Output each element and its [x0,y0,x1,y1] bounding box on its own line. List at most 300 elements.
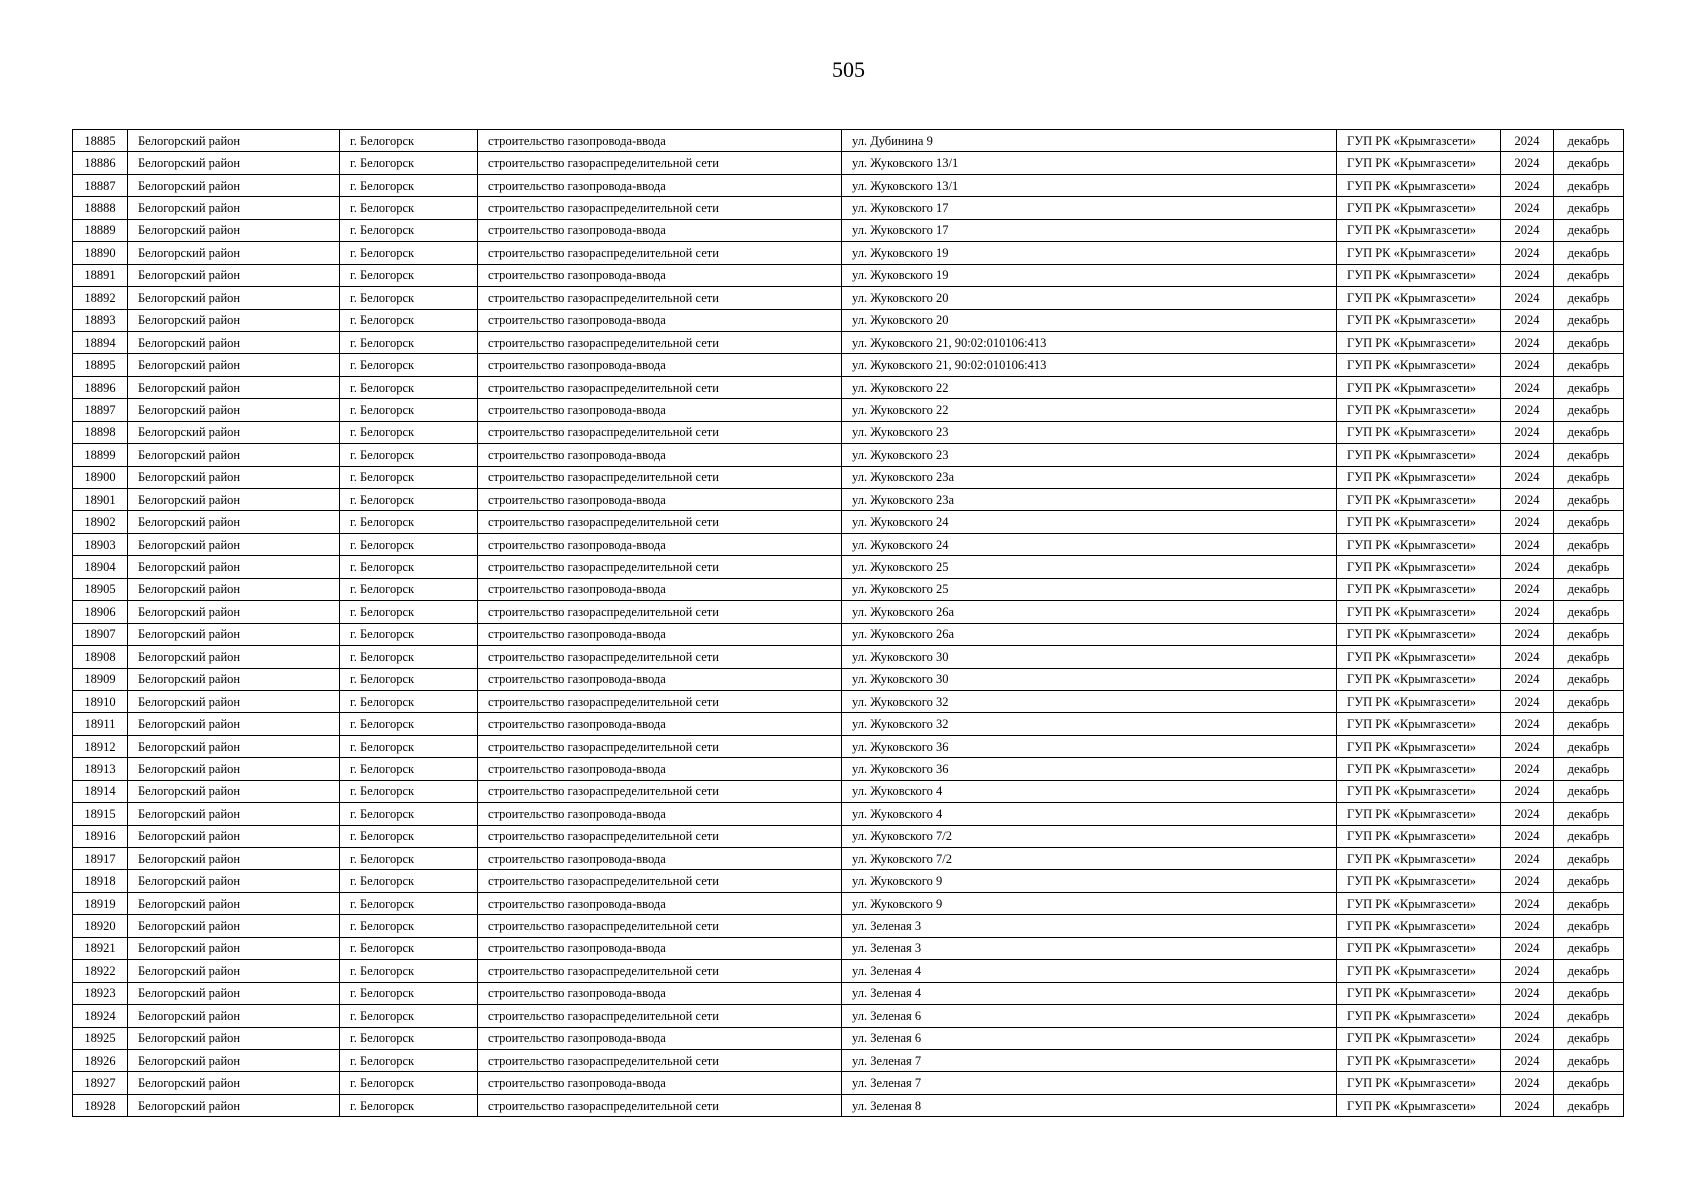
table-row [73,130,1624,152]
row-number-cell: 18917 [73,848,128,870]
row-number-cell: 18886 [73,152,128,174]
district-cell: Белогорский район [128,668,340,690]
city-cell: г. Белогорск [340,331,478,353]
year-cell: 2024 [1501,376,1554,398]
district-cell: Белогорский район [128,533,340,555]
table-row [73,623,1624,645]
year-cell: 2024 [1501,152,1554,174]
table-row [73,489,1624,511]
month-cell: декабрь [1554,309,1624,331]
work-type-cell: строительство газопровода-ввода [478,489,842,511]
city-cell: г. Белогорск [340,130,478,152]
table-row [73,690,1624,712]
district-cell: Белогорский район [128,825,340,847]
district-cell: Белогорский район [128,690,340,712]
work-type-cell: строительство газопровода-ввода [478,130,842,152]
month-cell: декабрь [1554,444,1624,466]
month-cell: декабрь [1554,556,1624,578]
month-cell: декабрь [1554,466,1624,488]
month-cell: декабрь [1554,219,1624,241]
address-cell: ул. Жуковского 23 [842,444,1337,466]
row-number-cell: 18919 [73,892,128,914]
address-cell: ул. Жуковского 26а [842,601,1337,623]
address-cell: ул. Жуковского 23 [842,421,1337,443]
table-row [73,1049,1624,1071]
organization-cell: ГУП РК «Крымгазсети» [1337,758,1501,780]
work-type-cell: строительство газопровода-ввода [478,264,842,286]
city-cell: г. Белогорск [340,870,478,892]
month-cell: декабрь [1554,1072,1624,1094]
month-cell: декабрь [1554,511,1624,533]
organization-cell: ГУП РК «Крымгазсети» [1337,152,1501,174]
year-cell: 2024 [1501,960,1554,982]
address-cell: ул. Жуковского 21, 90:02:010106:413 [842,331,1337,353]
year-cell: 2024 [1501,870,1554,892]
table-row [73,646,1624,668]
year-cell: 2024 [1501,421,1554,443]
month-cell: декабрь [1554,399,1624,421]
district-cell: Белогорский район [128,1027,340,1049]
table-row [73,219,1624,241]
work-type-cell: строительство газораспределительной сети [478,421,842,443]
table-row [73,556,1624,578]
month-cell: декабрь [1554,197,1624,219]
address-cell: ул. Жуковского 25 [842,578,1337,600]
table-row [73,197,1624,219]
address-cell: ул. Жуковского 21, 90:02:010106:413 [842,354,1337,376]
district-cell: Белогорский район [128,1005,340,1027]
address-cell: ул. Жуковского 25 [842,556,1337,578]
city-cell: г. Белогорск [340,578,478,600]
month-cell: декабрь [1554,870,1624,892]
address-cell: ул. Жуковского 22 [842,399,1337,421]
work-type-cell: строительство газораспределительной сети [478,1094,842,1116]
address-cell: ул. Жуковского 7/2 [842,848,1337,870]
work-type-cell: строительство газопровода-ввода [478,354,842,376]
district-cell: Белогорский район [128,489,340,511]
address-cell: ул. Дубинина 9 [842,130,1337,152]
city-cell: г. Белогорск [340,915,478,937]
month-cell: декабрь [1554,601,1624,623]
row-number-cell: 18922 [73,960,128,982]
work-type-cell: строительство газопровода-ввода [478,399,842,421]
address-cell: ул. Зеленая 8 [842,1094,1337,1116]
address-cell: ул. Зеленая 4 [842,960,1337,982]
organization-cell: ГУП РК «Крымгазсети» [1337,870,1501,892]
month-cell: декабрь [1554,780,1624,802]
district-cell: Белогорский район [128,219,340,241]
work-type-cell: строительство газораспределительной сети [478,152,842,174]
district-cell: Белогорский район [128,1094,340,1116]
organization-cell: ГУП РК «Крымгазсети» [1337,915,1501,937]
row-number-cell: 18892 [73,287,128,309]
district-cell: Белогорский район [128,354,340,376]
organization-cell: ГУП РК «Крымгазсети» [1337,444,1501,466]
row-number-cell: 18923 [73,982,128,1004]
table-row [73,1005,1624,1027]
city-cell: г. Белогорск [340,937,478,959]
work-type-cell: строительство газораспределительной сети [478,1005,842,1027]
table-row [73,399,1624,421]
district-cell: Белогорский район [128,848,340,870]
year-cell: 2024 [1501,690,1554,712]
city-cell: г. Белогорск [340,713,478,735]
address-cell: ул. Жуковского 32 [842,713,1337,735]
row-number-cell: 18900 [73,466,128,488]
work-type-cell: строительство газораспределительной сети [478,466,842,488]
city-cell: г. Белогорск [340,960,478,982]
table-row [73,892,1624,914]
registry-table [72,129,1624,1117]
year-cell: 2024 [1501,780,1554,802]
work-type-cell: строительство газопровода-ввода [478,892,842,914]
row-number-cell: 18921 [73,937,128,959]
address-cell: ул. Зеленая 7 [842,1072,1337,1094]
address-cell: ул. Зеленая 7 [842,1049,1337,1071]
table-row [73,1072,1624,1094]
city-cell: г. Белогорск [340,803,478,825]
address-cell: ул. Жуковского 30 [842,668,1337,690]
row-number-cell: 18903 [73,533,128,555]
table-row [73,982,1624,1004]
city-cell: г. Белогорск [340,287,478,309]
district-cell: Белогорский район [128,466,340,488]
district-cell: Белогорский район [128,892,340,914]
organization-cell: ГУП РК «Крымгазсети» [1337,354,1501,376]
city-cell: г. Белогорск [340,219,478,241]
work-type-cell: строительство газопровода-ввода [478,1027,842,1049]
year-cell: 2024 [1501,1027,1554,1049]
district-cell: Белогорский район [128,264,340,286]
organization-cell: ГУП РК «Крымгазсети» [1337,937,1501,959]
city-cell: г. Белогорск [340,354,478,376]
table-row [73,937,1624,959]
work-type-cell: строительство газопровода-ввода [478,174,842,196]
month-cell: декабрь [1554,130,1624,152]
organization-cell: ГУП РК «Крымгазсети» [1337,578,1501,600]
organization-cell: ГУП РК «Крымгазсети» [1337,780,1501,802]
year-cell: 2024 [1501,758,1554,780]
work-type-cell: строительство газораспределительной сети [478,331,842,353]
table-row [73,152,1624,174]
city-cell: г. Белогорск [340,376,478,398]
district-cell: Белогорский район [128,623,340,645]
row-number-cell: 18913 [73,758,128,780]
year-cell: 2024 [1501,197,1554,219]
row-number-cell: 18910 [73,690,128,712]
district-cell: Белогорский район [128,982,340,1004]
work-type-cell: строительство газораспределительной сети [478,197,842,219]
work-type-cell: строительство газораспределительной сети [478,870,842,892]
organization-cell: ГУП РК «Крымгазсети» [1337,533,1501,555]
registry-body [73,130,1624,1117]
work-type-cell: строительство газопровода-ввода [478,713,842,735]
district-cell: Белогорский район [128,309,340,331]
year-cell: 2024 [1501,623,1554,645]
district-cell: Белогорский район [128,399,340,421]
row-number-cell: 18909 [73,668,128,690]
district-cell: Белогорский район [128,915,340,937]
row-number-cell: 18916 [73,825,128,847]
address-cell: ул. Зеленая 3 [842,915,1337,937]
month-cell: декабрь [1554,421,1624,443]
month-cell: декабрь [1554,735,1624,757]
organization-cell: ГУП РК «Крымгазсети» [1337,264,1501,286]
year-cell: 2024 [1501,556,1554,578]
district-cell: Белогорский район [128,937,340,959]
work-type-cell: строительство газораспределительной сети [478,601,842,623]
city-cell: г. Белогорск [340,982,478,1004]
row-number-cell: 18901 [73,489,128,511]
work-type-cell: строительство газопровода-ввода [478,937,842,959]
district-cell: Белогорский район [128,242,340,264]
table-row [73,331,1624,353]
month-cell: декабрь [1554,264,1624,286]
table-row [73,848,1624,870]
district-cell: Белогорский район [128,1049,340,1071]
city-cell: г. Белогорск [340,466,478,488]
row-number-cell: 18897 [73,399,128,421]
address-cell: ул. Жуковского 32 [842,690,1337,712]
year-cell: 2024 [1501,466,1554,488]
table-row [73,466,1624,488]
address-cell: ул. Жуковского 17 [842,197,1337,219]
address-cell: ул. Жуковского 4 [842,803,1337,825]
row-number-cell: 18889 [73,219,128,241]
city-cell: г. Белогорск [340,174,478,196]
table-row [73,803,1624,825]
address-cell: ул. Жуковского 13/1 [842,152,1337,174]
month-cell: декабрь [1554,758,1624,780]
organization-cell: ГУП РК «Крымгазсети» [1337,668,1501,690]
city-cell: г. Белогорск [340,646,478,668]
district-cell: Белогорский район [128,960,340,982]
city-cell: г. Белогорск [340,489,478,511]
district-cell: Белогорский район [128,758,340,780]
district-cell: Белогорский район [128,421,340,443]
month-cell: декабрь [1554,152,1624,174]
city-cell: г. Белогорск [340,735,478,757]
work-type-cell: строительство газораспределительной сети [478,287,842,309]
row-number-cell: 18906 [73,601,128,623]
row-number-cell: 18918 [73,870,128,892]
organization-cell: ГУП РК «Крымгазсети» [1337,376,1501,398]
address-cell: ул. Жуковского 20 [842,309,1337,331]
year-cell: 2024 [1501,511,1554,533]
organization-cell: ГУП РК «Крымгазсети» [1337,287,1501,309]
organization-cell: ГУП РК «Крымгазсети» [1337,825,1501,847]
address-cell: ул. Жуковского 17 [842,219,1337,241]
table-row [73,264,1624,286]
work-type-cell: строительство газораспределительной сети [478,915,842,937]
row-number-cell: 18885 [73,130,128,152]
organization-cell: ГУП РК «Крымгазсети» [1337,848,1501,870]
district-cell: Белогорский район [128,870,340,892]
district-cell: Белогорский район [128,174,340,196]
year-cell: 2024 [1501,1005,1554,1027]
organization-cell: ГУП РК «Крымгазсети» [1337,466,1501,488]
year-cell: 2024 [1501,1049,1554,1071]
city-cell: г. Белогорск [340,1094,478,1116]
work-type-cell: строительство газопровода-ввода [478,623,842,645]
work-type-cell: строительство газопровода-ввода [478,533,842,555]
organization-cell: ГУП РК «Крымгазсети» [1337,197,1501,219]
table-row [73,174,1624,196]
row-number-cell: 18896 [73,376,128,398]
address-cell: ул. Жуковского 20 [842,287,1337,309]
month-cell: декабрь [1554,848,1624,870]
month-cell: декабрь [1554,825,1624,847]
city-cell: г. Белогорск [340,1072,478,1094]
table-row [73,533,1624,555]
city-cell: г. Белогорск [340,892,478,914]
city-cell: г. Белогорск [340,444,478,466]
year-cell: 2024 [1501,1072,1554,1094]
month-cell: декабрь [1554,174,1624,196]
row-number-cell: 18928 [73,1094,128,1116]
district-cell: Белогорский район [128,780,340,802]
row-number-cell: 18893 [73,309,128,331]
work-type-cell: строительство газопровода-ввода [478,848,842,870]
month-cell: декабрь [1554,960,1624,982]
address-cell: ул. Жуковского 19 [842,242,1337,264]
table-row [73,758,1624,780]
address-cell: ул. Жуковского 24 [842,533,1337,555]
district-cell: Белогорский район [128,130,340,152]
city-cell: г. Белогорск [340,197,478,219]
table-row [73,735,1624,757]
work-type-cell: строительство газопровода-ввода [478,1072,842,1094]
row-number-cell: 18905 [73,578,128,600]
table-row [73,444,1624,466]
address-cell: ул. Зеленая 6 [842,1027,1337,1049]
table-row [73,242,1624,264]
row-number-cell: 18891 [73,264,128,286]
year-cell: 2024 [1501,489,1554,511]
month-cell: декабрь [1554,646,1624,668]
month-cell: декабрь [1554,915,1624,937]
work-type-cell: строительство газораспределительной сети [478,735,842,757]
month-cell: декабрь [1554,578,1624,600]
month-cell: декабрь [1554,533,1624,555]
city-cell: г. Белогорск [340,309,478,331]
table-row [73,870,1624,892]
organization-cell: ГУП РК «Крымгазсети» [1337,735,1501,757]
table-row [73,287,1624,309]
district-cell: Белогорский район [128,713,340,735]
table-row [73,960,1624,982]
organization-cell: ГУП РК «Крымгазсети» [1337,1027,1501,1049]
city-cell: г. Белогорск [340,556,478,578]
month-cell: декабрь [1554,937,1624,959]
month-cell: декабрь [1554,331,1624,353]
year-cell: 2024 [1501,399,1554,421]
organization-cell: ГУП РК «Крымгазсети» [1337,960,1501,982]
address-cell: ул. Жуковского 23а [842,489,1337,511]
year-cell: 2024 [1501,646,1554,668]
row-number-cell: 18895 [73,354,128,376]
row-number-cell: 18894 [73,331,128,353]
address-cell: ул. Жуковского 36 [842,758,1337,780]
year-cell: 2024 [1501,264,1554,286]
table-row [73,825,1624,847]
organization-cell: ГУП РК «Крымгазсети» [1337,174,1501,196]
city-cell: г. Белогорск [340,601,478,623]
district-cell: Белогорский район [128,376,340,398]
year-cell: 2024 [1501,444,1554,466]
table-row [73,668,1624,690]
city-cell: г. Белогорск [340,242,478,264]
organization-cell: ГУП РК «Крымгазсети» [1337,601,1501,623]
table-row [73,376,1624,398]
work-type-cell: строительство газораспределительной сети [478,780,842,802]
address-cell: ул. Жуковского 23а [842,466,1337,488]
row-number-cell: 18904 [73,556,128,578]
row-number-cell: 18914 [73,780,128,802]
work-type-cell: строительство газопровода-ввода [478,444,842,466]
row-number-cell: 18925 [73,1027,128,1049]
district-cell: Белогорский район [128,287,340,309]
address-cell: ул. Жуковского 26а [842,623,1337,645]
year-cell: 2024 [1501,242,1554,264]
row-number-cell: 18927 [73,1072,128,1094]
district-cell: Белогорский район [128,646,340,668]
month-cell: декабрь [1554,1049,1624,1071]
address-cell: ул. Жуковского 4 [842,780,1337,802]
table-row [73,1027,1624,1049]
table-row [73,354,1624,376]
address-cell: ул. Жуковского 24 [842,511,1337,533]
month-cell: декабрь [1554,242,1624,264]
address-cell: ул. Жуковского 19 [842,264,1337,286]
table-row [73,780,1624,802]
year-cell: 2024 [1501,1094,1554,1116]
row-number-cell: 18912 [73,735,128,757]
organization-cell: ГУП РК «Крымгазсети» [1337,242,1501,264]
organization-cell: ГУП РК «Крымгазсети» [1337,421,1501,443]
organization-cell: ГУП РК «Крымгазсети» [1337,399,1501,421]
address-cell: ул. Жуковского 9 [842,870,1337,892]
work-type-cell: строительство газораспределительной сети [478,242,842,264]
address-cell: ул. Жуковского 36 [842,735,1337,757]
month-cell: декабрь [1554,1005,1624,1027]
table-row [73,421,1624,443]
row-number-cell: 18924 [73,1005,128,1027]
organization-cell: ГУП РК «Крымгазсети» [1337,982,1501,1004]
district-cell: Белогорский район [128,1072,340,1094]
organization-cell: ГУП РК «Крымгазсети» [1337,309,1501,331]
year-cell: 2024 [1501,735,1554,757]
address-cell: ул. Зеленая 6 [842,1005,1337,1027]
organization-cell: ГУП РК «Крымгазсети» [1337,1094,1501,1116]
row-number-cell: 18908 [73,646,128,668]
month-cell: декабрь [1554,489,1624,511]
city-cell: г. Белогорск [340,690,478,712]
table-row [73,601,1624,623]
year-cell: 2024 [1501,578,1554,600]
year-cell: 2024 [1501,848,1554,870]
table-row [73,915,1624,937]
year-cell: 2024 [1501,915,1554,937]
month-cell: декабрь [1554,668,1624,690]
work-type-cell: строительство газораспределительной сети [478,511,842,533]
organization-cell: ГУП РК «Крымгазсети» [1337,646,1501,668]
district-cell: Белогорский район [128,511,340,533]
work-type-cell: строительство газопровода-ввода [478,758,842,780]
month-cell: декабрь [1554,803,1624,825]
organization-cell: ГУП РК «Крымгазсети» [1337,1072,1501,1094]
year-cell: 2024 [1501,174,1554,196]
